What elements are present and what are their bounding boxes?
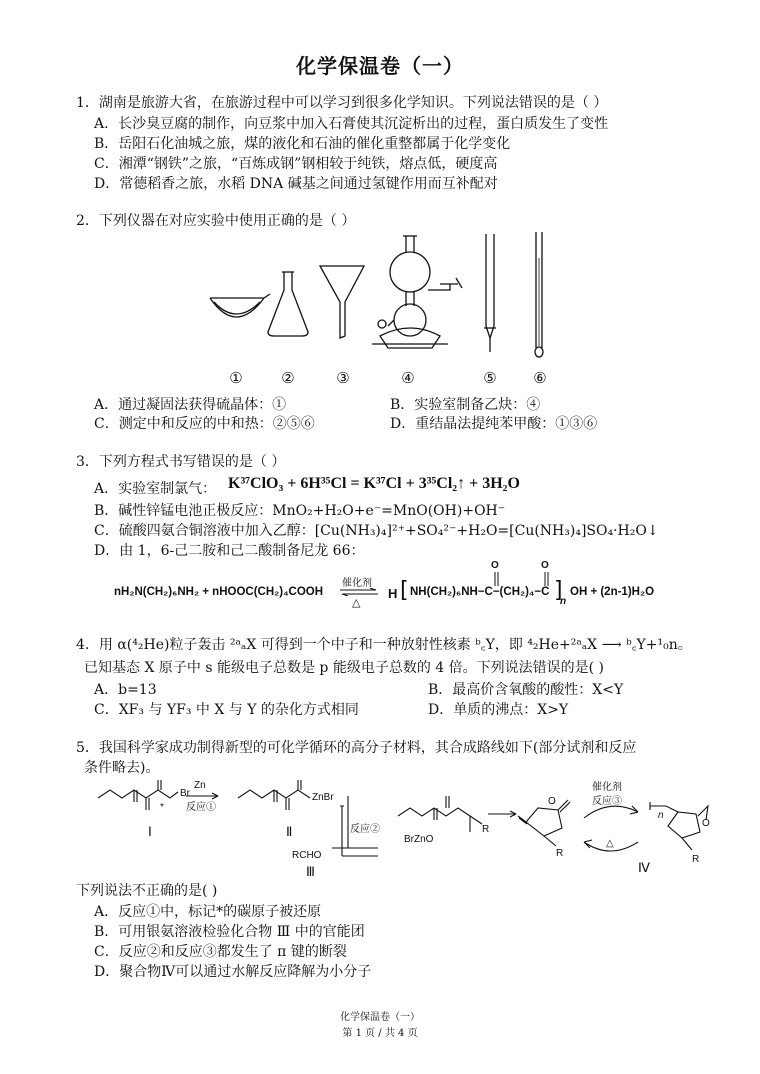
label-3: ③ [336,370,350,387]
label-6: ⑥ [533,370,547,387]
carbonyl-bonds [490,572,550,588]
scheme-star: * [160,802,164,813]
scheme-r1: 反应① [186,802,216,813]
q2-option-b: B．实验室制备乙炔：④ [390,397,541,413]
thermometer-icon [535,232,543,357]
nylon-products: OH + (2n-1)H₂O [570,586,655,598]
scheme-n: n [658,810,664,821]
q5-ask: 下列说法不正确的是( ) [76,883,218,899]
page-title: 化学保温卷（一） [296,54,464,78]
q2-stem: 2．下列仪器在对应实验中使用正确的是（ ） [76,213,356,229]
q5-option-d: D．聚合物Ⅳ可以通过水解反应降解为小分子 [94,964,372,980]
scheme-r2: 反应② [350,824,380,835]
scheme-rcho: RCHO [292,850,322,861]
footer-page: 第 1 页 / 共 4 页 [342,1028,418,1039]
synthesis-scheme [78,776,718,886]
q3-option-c: C．硫酸四氨合铜溶液中加入乙醇：[Cu(NH₃)₄]²⁺+SO₄²⁻+H₂O=[Cu(NH₃)₄]SO₄·H₂O↓ [94,523,659,539]
funnel-icon [320,266,364,338]
q3-stem: 3．下列方程式书写错误的是（ ） [76,454,286,470]
q5-stem-1: 5．我国科学家成功制得新型的可化学循环的高分子材料，其合成路线如下(部分试剂和反应 [76,740,637,756]
q1-option-a: A．长沙臭豆腐的制作，向豆浆中加入石膏使其沉淀析出的过程，蛋白质发生了变性 [94,116,609,132]
scheme-r-2: R [556,848,564,859]
q3-option-d: D．由 1，6-己二胺和己二酸制备尼龙 66： [94,543,365,559]
q3-option-b: B．碱性锌锰电池正极反应：MnO₂+H₂O+e⁻=MnO(OH)+OH⁻ [94,503,506,519]
burette-icon [484,234,496,352]
q4-option-c: C．XF₃ 与 YF₃ 中 X 与 Y 的杂化方式相同 [94,702,359,718]
label-1: ① [229,370,243,387]
q1-option-d: D．常德稻香之旅，水稻 DNA 碱基之间通过氢键作用而互补配对 [94,176,498,192]
q5-option-b: B．可用银氨溶液检验化合物 Ⅲ 中的官能团 [94,924,365,940]
q5-stem-2: 条件略去)。 [84,760,160,776]
nylon-reactants: nH₂N(CH₂)₆NH₂ + nHOOC(CH₂)₄COOH [114,586,324,598]
q5-option-c: C．反应②和反应③都发生了 π 键的断裂 [94,944,347,960]
apparatus-figure [200,228,570,388]
q2-option-c: C．测定中和反应的中和热：②⑤⑥ [94,416,315,432]
nylon-repeat-unit: NH(CH₂)₆NH−C−(CH₂)₄−C [410,586,550,598]
nylon-heat: △ [352,596,361,609]
scheme-r-3: R [692,854,700,865]
compound-ii-label: Ⅱ [286,824,293,839]
q1-stem: 1．湖南是旅游大省，在旅游过程中可以学习到很多化学知识。下列说法错误的是（ ） [76,95,608,111]
q5-option-a: A．反应①中，标记*的碳原子被还原 [94,904,322,920]
compound-iii-label: Ⅲ [306,864,315,879]
left-bracket-icon: [ [400,578,409,603]
compound-iv-label: Ⅳ [638,860,650,875]
q4-option-b: B．最高价含氧酸的酸性：X<Y [428,682,624,698]
q1-option-b: B．岳阳石化油城之旅，煤的液化和石油的催化重整都属于化学变化 [94,136,511,152]
nylon-n: n [560,596,567,607]
right-bracket-icon: ] [554,578,563,603]
q4-option-a: A．b=13 [94,682,157,698]
q4-stem: 4．用 α(⁴₂He)粒子轰击 ²ᵃₐX 可得到一个中子和一种放射性核素 ᵇ꜀Y，即 ⁴₂He+²ᵃₐX ⟶ ᵇ꜀Y+¹₀n。 [76,637,692,653]
scheme-cat: 催化剂 [592,782,622,793]
scheme-r-1: R [482,824,490,835]
scheme-heat: △ [606,838,614,849]
kipp-apparatus-icon [372,236,462,348]
label-4: ④ [401,370,415,387]
scheme-o-1: O [548,796,556,807]
scheme-o-2: O [702,818,710,829]
nylon-equilibrium-arrow [338,588,380,596]
q4-option-d: D．单质的沸点：X>Y [428,702,569,718]
label-2: ② [281,370,295,387]
scheme-brzno: BrZnO [404,834,434,845]
nylon-o-1: O [491,560,499,571]
nylon-h: H [388,586,398,601]
q3-option-a-equation: K³⁷ClO₃ + 6H³⁵Cl = K³⁷Cl + 3³⁵Cl₂↑ + 3H₂O [228,475,520,492]
scheme-znbr: ZnBr [312,792,334,803]
label-5: ⑤ [483,370,497,387]
erlenmeyer-flask-icon [268,272,308,336]
q4-line2: 已知基态 X 原子中 s 能级电子总数是 p 能级电子总数的 4 倍。下列说法错误的是( ) [84,660,604,676]
nylon-catalyst: 催化剂 [342,578,372,589]
nylon-o-2: O [541,560,549,571]
scheme-r3: 反应③ [592,796,622,807]
footer-title: 化学保温卷（一） [340,1012,420,1023]
scheme-zn: Zn [194,780,206,791]
q2-option-a: A．通过凝固法获得硫晶体：① [94,397,287,413]
evaporating-dish-icon [210,294,270,317]
q3-option-a: A．实验室制氯气： [94,481,217,497]
scheme-br: Br [180,788,190,799]
compound-i-label: Ⅰ [148,824,152,839]
q2-option-d: D．重结晶法提纯苯甲酸：①③⑥ [390,416,598,432]
q1-option-c: C．湘潭“钢铁”之旅，“百炼成钢”钢相较于纯铁，熔点低，硬度高 [94,156,498,172]
